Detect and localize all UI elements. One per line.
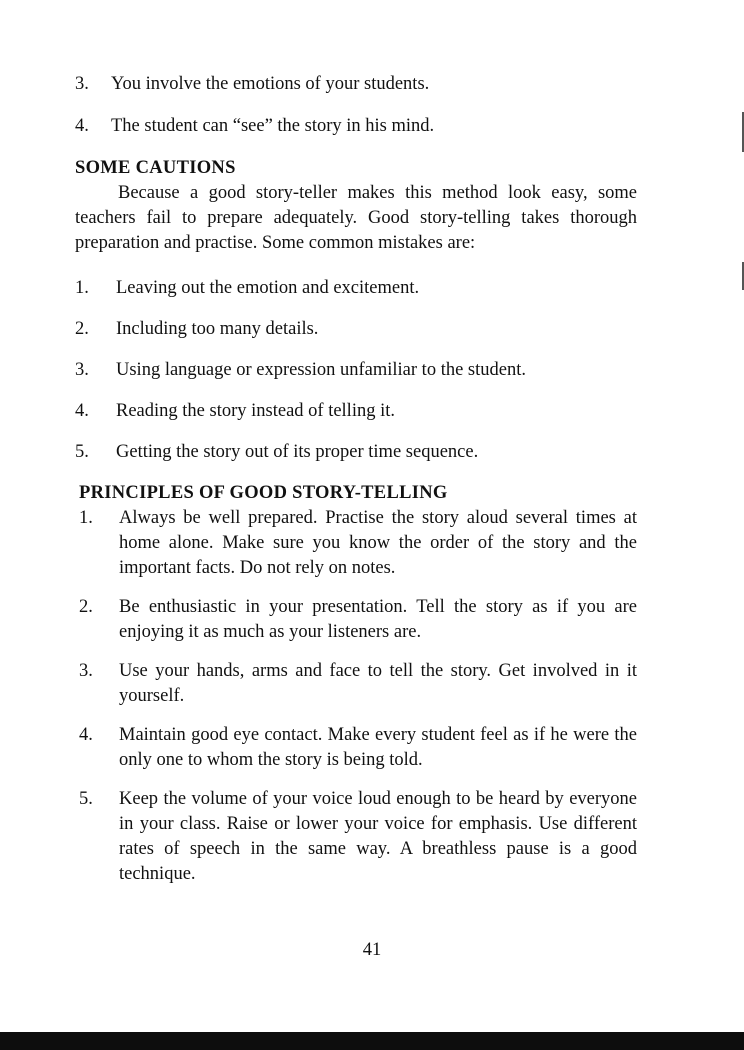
item-text: Use your hands, arms and face to tell the story. Get involved in it yourself. — [119, 661, 637, 706]
list-item — [75, 358, 637, 383]
intro-list — [75, 72, 637, 139]
item-number: 1. — [79, 508, 93, 528]
cautions-list — [75, 276, 637, 465]
item-text: Always be well prepared. Practise the story aloud several times at home alone. Make sure you know the order of the story and the important facts. Do not rely on notes. — [119, 508, 637, 578]
list-item — [75, 399, 637, 424]
item-number: 4. — [75, 401, 89, 421]
list-item — [75, 440, 637, 465]
item-text: The student can “see” the story in his mind. — [111, 116, 435, 136]
page-number: 41 — [362, 940, 382, 960]
item-text: Using language or expression unfamiliar to the student. — [116, 360, 526, 380]
item-number: 2. — [75, 319, 89, 339]
item-text: Leaving out the emotion and excitement. — [116, 278, 420, 298]
item-number: 4. — [79, 725, 93, 745]
item-number: 3. — [79, 661, 93, 681]
item-number: 3. — [75, 360, 89, 380]
item-number: 5. — [75, 442, 89, 462]
list-item — [75, 595, 637, 645]
list-item — [75, 317, 637, 342]
item-number: 2. — [79, 597, 93, 617]
list-item — [75, 276, 637, 301]
scan-bottom-edge — [0, 1032, 744, 1050]
section-heading-cautions: SOME CAUTIONS — [75, 158, 236, 178]
list-item — [75, 787, 637, 887]
item-text: You involve the emotions of your students. — [111, 74, 430, 94]
item-text: Including too many details. — [116, 319, 319, 339]
section-heading-principles: PRINCIPLES OF GOOD STORY-TELLING — [79, 483, 448, 503]
item-number: 1. — [75, 278, 89, 298]
item-number: 4. — [75, 116, 89, 136]
item-text: Maintain good eye contact. Make every student feel as if he were the only one to whom the story is being told. — [119, 725, 637, 770]
list-item — [75, 72, 637, 97]
list-item — [75, 506, 637, 581]
cautions-paragraph: Because a good story-teller makes this method look easy, some teachers fail to prepare adequately. Good story-telling takes thorough preparation and practise. Some common mistakes are: — [75, 183, 637, 253]
page-content — [75, 72, 637, 901]
item-text: Keep the volume of your voice loud enough to be heard by everyone in your class. Raise or lower your voice for emphasis. Use different rates of speech in the same way. A breathless pause is a good technique. — [119, 789, 637, 884]
item-text: Getting the story out of its proper time sequence. — [116, 442, 479, 462]
list-item — [75, 723, 637, 773]
list-item — [75, 114, 637, 139]
item-text: Be enthusiastic in your presentation. Tell the story as if you are enjoying it as much as your listeners are. — [119, 597, 637, 642]
item-number: 3. — [75, 74, 89, 94]
item-number: 5. — [79, 789, 93, 809]
principles-list — [75, 506, 637, 887]
item-text: Reading the story instead of telling it. — [116, 401, 395, 421]
list-item — [75, 659, 637, 709]
